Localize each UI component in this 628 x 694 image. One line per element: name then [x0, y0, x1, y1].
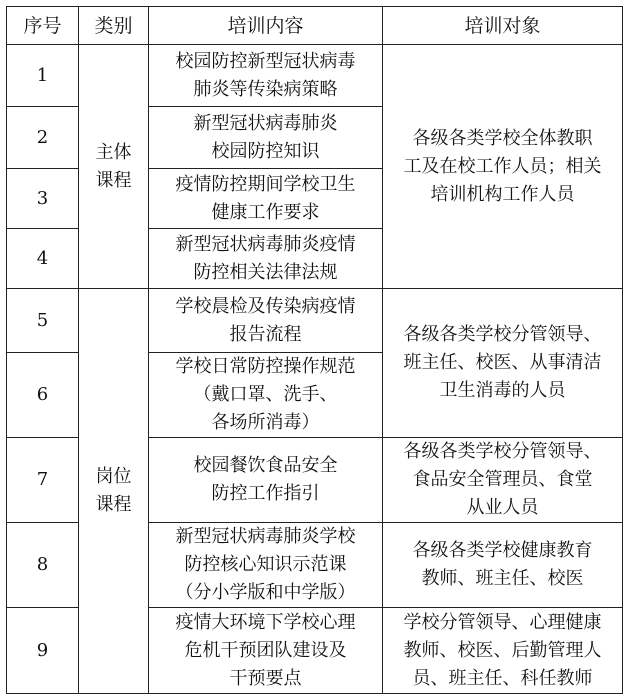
row-content: [149, 438, 383, 523]
target-text: 各级各类学校分管领导、 食品安全管理员、食堂 从业人员: [403, 441, 602, 518]
header-row: [7, 7, 623, 45]
table-row: [7, 289, 623, 353]
header-index: 序号: [7, 7, 79, 45]
target-text: 各级各类学校全体教职 工及在校工作人员；相关 培训机构工作人员: [403, 127, 602, 205]
category-label: 主体 课程: [95, 141, 132, 191]
table-row: [7, 45, 623, 107]
row-content: [149, 229, 383, 289]
row-content: [149, 523, 383, 608]
content-text: 学校日常防控操作规范 （戴口罩、洗手、 各场所消毒）: [175, 356, 356, 433]
target-text: 各级各类学校分管领导、 班主任、校医、从事清洁 卫生消毒的人员: [403, 324, 602, 401]
row-index: 5: [7, 289, 79, 353]
target-cell: [383, 289, 623, 438]
content-text: 学校晨检及传染病疫情 报告流程: [175, 295, 356, 345]
header-category: 类别: [79, 7, 149, 45]
row-index: 8: [7, 523, 79, 608]
content-text: 校园餐饮食品安全 防控工作指引: [193, 455, 338, 504]
header-target: 培训对象: [383, 7, 623, 45]
row-content: [149, 353, 383, 438]
target-cell: [383, 523, 623, 608]
row-index: 2: [7, 107, 79, 169]
category-cell: [79, 289, 149, 694]
target-cell: [383, 608, 623, 694]
row-content: [149, 169, 383, 229]
content-text: 新型冠状病毒肺炎学校 防控核心知识示范课 （分小学版和中学版）: [175, 526, 356, 603]
row-index: 4: [7, 229, 79, 289]
target-text: 学校分管领导、心理健康 教师、校医、后勤管理人 员、班主任、科任教师: [403, 611, 602, 689]
row-content: [149, 45, 383, 107]
content-text: 新型冠状病毒肺炎疫情 防控相关法律法规: [175, 233, 356, 283]
target-cell: [383, 45, 623, 289]
content-text: 新型冠状病毒肺炎 校园防控知识: [193, 112, 338, 162]
row-content: [149, 107, 383, 169]
row-index: 6: [7, 353, 79, 438]
row-index: 3: [7, 169, 79, 229]
target-text: 各级各类学校健康教育 教师、班主任、校医: [412, 540, 593, 589]
training-table: [6, 6, 623, 694]
category-cell: [79, 45, 149, 289]
header-content: 培训内容: [149, 7, 383, 45]
category-label: 岗位 课程: [95, 466, 132, 515]
content-text: 疫情大环境下学校心理 危机干预团队建设及 干预要点: [175, 611, 356, 689]
row-index: 7: [7, 438, 79, 523]
target-cell: [383, 438, 623, 523]
row-content: [149, 608, 383, 694]
content-text: 疫情防控期间学校卫生 健康工作要求: [175, 173, 356, 223]
row-index: 9: [7, 608, 79, 694]
row-content: [149, 289, 383, 353]
content-text: 校园防控新型冠状病毒 肺炎等传染病策略: [175, 50, 356, 100]
row-index: 1: [7, 45, 79, 107]
